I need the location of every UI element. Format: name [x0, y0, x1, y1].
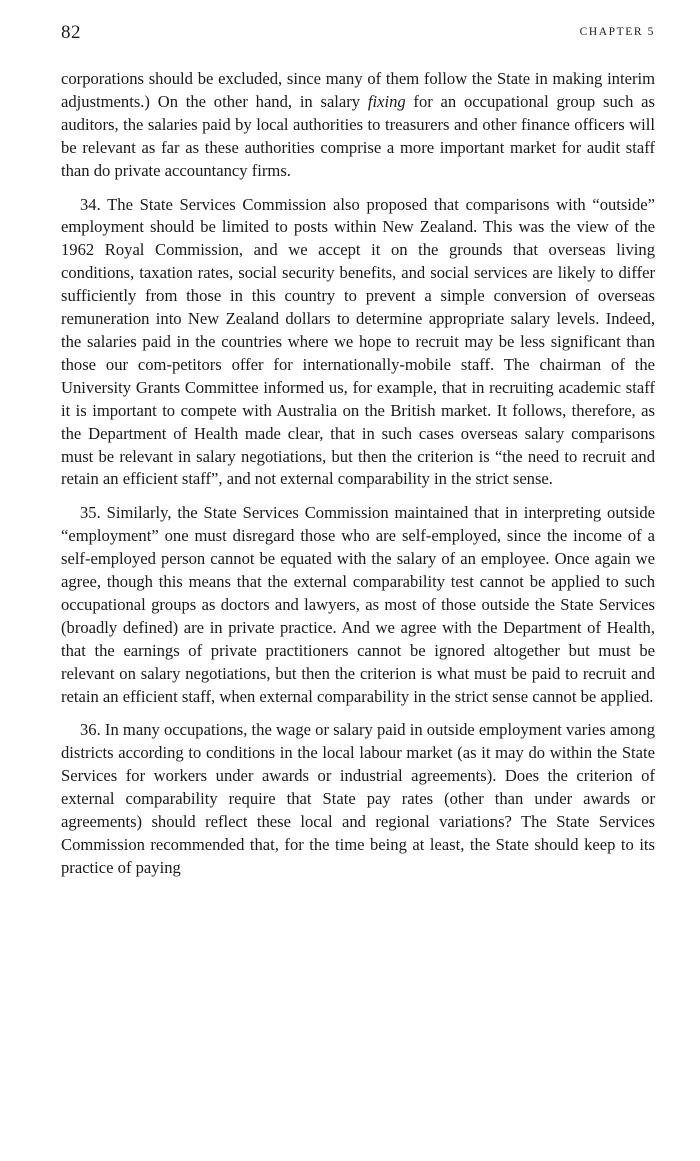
chapter-label: CHAPTER 5 — [579, 26, 655, 38]
paragraph-continued — [61, 68, 655, 183]
paragraph-text: corporations should be excluded, since many of them follow the State in making interim adjustments.) On the other hand, in salary — [61, 69, 655, 111]
book-page — [61, 0, 655, 877]
running-head — [61, 0, 655, 60]
paragraph-36: 36. In many occupations, the wage or salary paid in outside employment varies among districts according to conditions in the local labour market (as it may do within the State Services for workers under awards or industrial agreements). Does the criterion of external comparability require that State pay rates (other than under awards or agreements) should reflect these local and regional variations? The State Services Commission recommended that, for the time being at least, the State should keep to its practice of paying — [61, 720, 655, 877]
body-text — [61, 68, 655, 891]
paragraph-34: 34. The State Services Commission also proposed that comparisons with “outside” employment should be limited to posts within New Zealand. This was the view of the 1962 Royal Commission, and we accept it on the grounds that overseas living conditions, taxation rates, social security benefits, and social services are likely to differ sufficiently from those in this country to prevent a simple conversion of overseas remuneration into New Zealand dollars to determine appropriate salary levels. Indeed, the salaries paid in the countries where we hope to recruit may be less significant than those our com-petitors offer for internationally-mobile staff. The chairman of the University Grants Committee informed us, for example, that in recruiting academic staff it is important to compete with Australia on the British market. It follows, therefore, as the Department of Health made clear, that in such cases overseas salary comparisons must be relevant in salary negotiations, but then the criterion is “the need to recruit and retain an efficient staff”, and not external comparability in the strict sense. — [61, 194, 655, 489]
paragraph-35: 35. Similarly, the State Services Commission maintained that in interpreting outside “employment” one must disregard those who are self-employed, since the income of a self-employed person cannot be equated with the salary of an employee. Once again we agree, though this means that the external comparability test cannot be applied to such occupational groups as doctors and lawyers, as most of those outside the State Services (broadly defined) are in private practice. And we agree with the Department of Health, that the earnings of private practitioners cannot be ignored altogether but must be relevant on salary negotiations, but then the criterion is what must be paid to recruit and retain an efficient staff, when external comparability in the strict sense cannot be applied. — [61, 503, 655, 706]
page-number: 82 — [61, 22, 81, 43]
paragraph-text: for an occupational group such as auditors, the salaries paid by local authorities to treasurers and other finance officers will be relevant as far as these authorities comprise a more important market for audit staff than do private accountancy firms. — [61, 91, 655, 180]
emphasis-text: fixing — [367, 91, 406, 111]
